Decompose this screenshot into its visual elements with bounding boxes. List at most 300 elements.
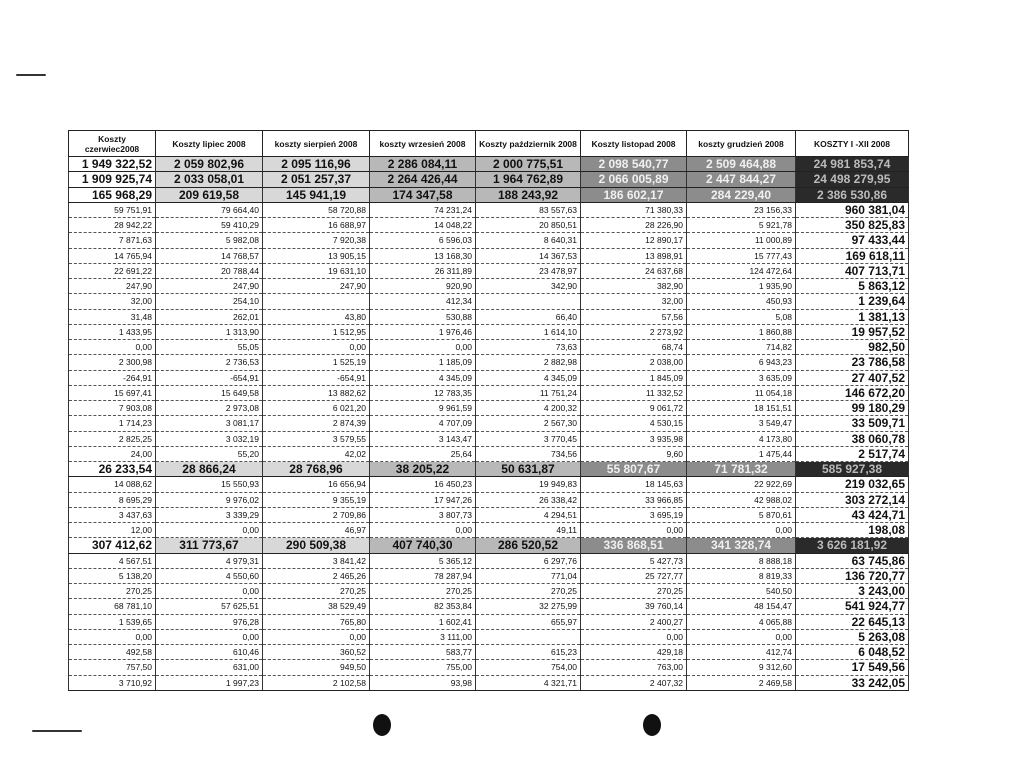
table-row-subtotal: [69, 172, 909, 187]
table-cell: 124 472,64: [687, 263, 796, 278]
table-cell: 714,82: [687, 340, 796, 355]
table-cell: 6 297,76: [476, 553, 581, 568]
table-cell: 2 400,27: [581, 614, 687, 629]
table-cell: 169 618,11: [796, 248, 909, 263]
table-cell: 4 979,31: [156, 553, 263, 568]
table-cell: 492,58: [69, 645, 156, 660]
table-row: [69, 401, 909, 416]
column-header: Koszty lipiec 2008: [156, 131, 263, 157]
table-cell: [476, 629, 581, 644]
table-cell: 2 882,98: [476, 355, 581, 370]
table-cell: 28 226,90: [581, 218, 687, 233]
table-cell: 9 312,60: [687, 660, 796, 675]
table-row: [69, 645, 909, 660]
table-cell: 949,50: [263, 660, 370, 675]
table-row: [69, 477, 909, 492]
table-cell: 23 478,97: [476, 263, 581, 278]
table-row: [69, 340, 909, 355]
table-cell: 540,50: [687, 584, 796, 599]
table-cell: 270,25: [69, 584, 156, 599]
table-cell: 14 088,62: [69, 477, 156, 492]
table-cell: 0,00: [156, 523, 263, 538]
table-cell: 342,90: [476, 279, 581, 294]
table-cell: 254,10: [156, 294, 263, 309]
table-cell: 11 332,52: [581, 385, 687, 400]
table-cell: 11 054,18: [687, 385, 796, 400]
table-cell: 198,08: [796, 523, 909, 538]
table-cell: [476, 294, 581, 309]
table-cell: 71 781,32: [687, 462, 796, 477]
table-cell: 303 272,14: [796, 492, 909, 507]
table-cell: 610,46: [156, 645, 263, 660]
table-row: [69, 370, 909, 385]
table-cell: 8 819,33: [687, 568, 796, 583]
table-cell: 50 631,87: [476, 462, 581, 477]
table-cell: 0,00: [370, 523, 476, 538]
table-row-subtotal: [69, 538, 909, 553]
column-header: koszty wrzesień 2008: [370, 131, 476, 157]
table-cell: 0,00: [687, 523, 796, 538]
table-cell: 3 111,00: [370, 629, 476, 644]
table-cell: 982,50: [796, 340, 909, 355]
table-cell: 14 367,53: [476, 248, 581, 263]
table-cell: 7 920,38: [263, 233, 370, 248]
table-cell: 42,02: [263, 446, 370, 461]
table-cell: 3 143,47: [370, 431, 476, 446]
table-cell: 412,34: [370, 294, 476, 309]
table-row-subtotal: [69, 157, 909, 172]
table-cell: 17 947,26: [370, 492, 476, 507]
table-cell: 2 825,25: [69, 431, 156, 446]
table-cell: 1 512,95: [263, 324, 370, 339]
table-row: [69, 660, 909, 675]
table-cell: 755,00: [370, 660, 476, 675]
table-cell: 5,08: [687, 309, 796, 324]
table-cell: 2 709,86: [263, 507, 370, 522]
table-cell: 2 098 540,77: [581, 157, 687, 172]
table-cell: 6 021,20: [263, 401, 370, 416]
table-cell: 15 649,58: [156, 385, 263, 400]
table-cell: 2 066 005,89: [581, 172, 687, 187]
table-cell: 270,25: [581, 584, 687, 599]
table-cell: 12 890,17: [581, 233, 687, 248]
table-cell: 754,00: [476, 660, 581, 675]
table-cell: 219 032,65: [796, 477, 909, 492]
table-cell: 23 156,33: [687, 202, 796, 217]
table-cell: 2 465,26: [263, 568, 370, 583]
table-row: [69, 614, 909, 629]
table-cell: 9 976,02: [156, 492, 263, 507]
scan-mark-top: [16, 74, 46, 76]
table-cell: 3 579,55: [263, 431, 370, 446]
table-row: [69, 568, 909, 583]
table-cell: 2 736,53: [156, 355, 263, 370]
table-cell: 407 740,30: [370, 538, 476, 553]
table-cell: 55 807,67: [581, 462, 687, 477]
table-cell: 2 567,30: [476, 416, 581, 431]
table-cell: 0,00: [581, 523, 687, 538]
table-row: [69, 523, 909, 538]
table-cell: 1 976,46: [370, 324, 476, 339]
table-cell: 2 509 464,88: [687, 157, 796, 172]
table-cell: 28 768,96: [263, 462, 370, 477]
table-cell: 9 961,59: [370, 401, 476, 416]
table-cell: 286 520,52: [476, 538, 581, 553]
table-cell: 4 567,51: [69, 553, 156, 568]
table-cell: 1 313,90: [156, 324, 263, 339]
table-cell: 46,97: [263, 523, 370, 538]
table-cell: 59 751,91: [69, 202, 156, 217]
table-cell: 2 447 844,27: [687, 172, 796, 187]
table-cell: 13 168,30: [370, 248, 476, 263]
table-cell: 341 328,74: [687, 538, 796, 553]
table-cell: 4 550,60: [156, 568, 263, 583]
table-cell: 15 777,43: [687, 248, 796, 263]
table-cell: 284 229,40: [687, 187, 796, 202]
table-cell: 13 905,15: [263, 248, 370, 263]
table-cell: 20 788,44: [156, 263, 263, 278]
table-cell: 63 745,86: [796, 553, 909, 568]
table-row: [69, 218, 909, 233]
table-cell: 270,25: [476, 584, 581, 599]
table-row: [69, 309, 909, 324]
table-cell: 186 602,17: [581, 187, 687, 202]
table-row: [69, 492, 909, 507]
table-row: [69, 431, 909, 446]
table-cell: -654,91: [263, 370, 370, 385]
table-cell: 541 924,77: [796, 599, 909, 614]
table-cell: 429,18: [581, 645, 687, 660]
table-cell: 311 773,67: [156, 538, 263, 553]
table-cell: 33 966,85: [581, 492, 687, 507]
table-cell: 20 850,51: [476, 218, 581, 233]
table-cell: 270,25: [263, 584, 370, 599]
table-cell: 12,00: [69, 523, 156, 538]
table-cell: 93,98: [370, 675, 476, 690]
table-cell: 7 871,63: [69, 233, 156, 248]
column-header: koszty grudzień 2008: [687, 131, 796, 157]
table-cell: 307 412,62: [69, 538, 156, 553]
table-cell: 27 407,52: [796, 370, 909, 385]
table-cell: 66,40: [476, 309, 581, 324]
table-cell: 82 353,84: [370, 599, 476, 614]
table-cell: 24 981 853,74: [796, 157, 909, 172]
table-cell: 146 672,20: [796, 385, 909, 400]
table-cell: 71 380,33: [581, 202, 687, 217]
table-cell: 1 860,88: [687, 324, 796, 339]
table-cell: 19 949,83: [476, 477, 581, 492]
table-cell: 31,48: [69, 309, 156, 324]
table-cell: 26 338,42: [476, 492, 581, 507]
table-cell: 3 626 181,92: [796, 538, 909, 553]
table-cell: 407 713,71: [796, 263, 909, 278]
table-row: [69, 324, 909, 339]
table-row: [69, 599, 909, 614]
table-row: [69, 385, 909, 400]
table-cell: 7 903,08: [69, 401, 156, 416]
table-cell: 1 935,90: [687, 279, 796, 294]
table-cell: 58 720,88: [263, 202, 370, 217]
table-cell: 4 345,09: [476, 370, 581, 385]
table-cell: 24 498 279,95: [796, 172, 909, 187]
table-cell: 68,74: [581, 340, 687, 355]
table-cell: 5 263,08: [796, 629, 909, 644]
table-cell: 8 888,18: [687, 553, 796, 568]
table-cell: -654,91: [156, 370, 263, 385]
table-cell: 22 645,13: [796, 614, 909, 629]
table-cell: 26 233,54: [69, 462, 156, 477]
header-row: [69, 131, 909, 157]
table-cell: 24 637,68: [581, 263, 687, 278]
table-cell: 83 557,63: [476, 202, 581, 217]
table-cell: 2 874,39: [263, 416, 370, 431]
table-row-subtotal: [69, 462, 909, 477]
table-cell: 43 424,71: [796, 507, 909, 522]
table-cell: 2 000 775,51: [476, 157, 581, 172]
table-cell: 0,00: [156, 584, 263, 599]
table-cell: 4 173,80: [687, 431, 796, 446]
table-cell: 32 275,99: [476, 599, 581, 614]
table-cell: 8 640,31: [476, 233, 581, 248]
table-cell: 14 768,57: [156, 248, 263, 263]
table-cell: 3 635,09: [687, 370, 796, 385]
table-cell: 2 059 802,96: [156, 157, 263, 172]
table-cell: 28 942,22: [69, 218, 156, 233]
table-cell: 2 386 530,86: [796, 187, 909, 202]
table-cell: 2 286 084,11: [370, 157, 476, 172]
table-cell: 38 529,49: [263, 599, 370, 614]
table-cell: 19 957,52: [796, 324, 909, 339]
table-cell: 5 365,12: [370, 553, 476, 568]
table-cell: 2 033 058,01: [156, 172, 263, 187]
table-cell: 78 287,94: [370, 568, 476, 583]
table-cell: 0,00: [263, 629, 370, 644]
table-cell: 3 770,45: [476, 431, 581, 446]
table-cell: 530,88: [370, 309, 476, 324]
table-cell: 6 048,52: [796, 645, 909, 660]
cost-table: [68, 130, 909, 691]
table-cell: 79 664,40: [156, 202, 263, 217]
table-row: [69, 279, 909, 294]
table-cell: 5 427,73: [581, 553, 687, 568]
table-cell: 3 935,98: [581, 431, 687, 446]
table-cell: 920,90: [370, 279, 476, 294]
table-cell: 734,56: [476, 446, 581, 461]
table-cell: 4 707,09: [370, 416, 476, 431]
column-header: KOSZTY I -XII 2008: [796, 131, 909, 157]
table-cell: 49,11: [476, 523, 581, 538]
table-cell: 38 060,78: [796, 431, 909, 446]
table-cell: 16 450,23: [370, 477, 476, 492]
table-cell: 55,05: [156, 340, 263, 355]
table-cell: 0,00: [687, 629, 796, 644]
table-cell: 247,90: [263, 279, 370, 294]
table-cell: 290 509,38: [263, 538, 370, 553]
table-cell: 3 710,92: [69, 675, 156, 690]
table-cell: 0,00: [69, 629, 156, 644]
column-header: Koszty październik 2008: [476, 131, 581, 157]
table-cell: 5 863,12: [796, 279, 909, 294]
table-cell: 3 081,17: [156, 416, 263, 431]
punch-hole-right: [643, 714, 661, 736]
table-cell: 270,25: [370, 584, 476, 599]
table-row: [69, 416, 909, 431]
table-cell: 2 300,98: [69, 355, 156, 370]
table-cell: 1 949 322,52: [69, 157, 156, 172]
table-cell: 1 433,95: [69, 324, 156, 339]
table-cell: 18 151,51: [687, 401, 796, 416]
table-cell: 1 997,23: [156, 675, 263, 690]
table-cell: 145 941,19: [263, 187, 370, 202]
table-row: [69, 584, 909, 599]
table-cell: 631,00: [156, 660, 263, 675]
table-cell: 1 239,64: [796, 294, 909, 309]
table-cell: 16 688,97: [263, 218, 370, 233]
table-cell: 4 321,71: [476, 675, 581, 690]
table-cell: 771,04: [476, 568, 581, 583]
table-cell: 13 898,91: [581, 248, 687, 263]
table-cell: 615,23: [476, 645, 581, 660]
table-cell: 6 596,03: [370, 233, 476, 248]
table-cell: 97 433,44: [796, 233, 909, 248]
table-cell: 59 410,29: [156, 218, 263, 233]
table-cell: 583,77: [370, 645, 476, 660]
table-cell: 57,56: [581, 309, 687, 324]
column-header: Koszty czerwiec2008: [69, 131, 156, 157]
table-cell: 18 145,63: [581, 477, 687, 492]
table-cell: 11 000,89: [687, 233, 796, 248]
table-row: [69, 248, 909, 263]
table-cell: 22 922,69: [687, 477, 796, 492]
table-cell: 39 760,14: [581, 599, 687, 614]
table-cell: 3 032,19: [156, 431, 263, 446]
table-cell: 9,60: [581, 446, 687, 461]
table-cell: 24,00: [69, 446, 156, 461]
table-cell: 4 294,51: [476, 507, 581, 522]
table-row-subtotal: [69, 187, 909, 202]
table-row: [69, 629, 909, 644]
table-cell: 4 065,88: [687, 614, 796, 629]
table-row: [69, 553, 909, 568]
table-cell: 99 180,29: [796, 401, 909, 416]
table-cell: 16 656,94: [263, 477, 370, 492]
table-cell: 9 061,72: [581, 401, 687, 416]
table-cell: 55,20: [156, 446, 263, 461]
table-cell: 32,00: [69, 294, 156, 309]
table-cell: 136 720,77: [796, 568, 909, 583]
table-row: [69, 263, 909, 278]
table-cell: 188 243,92: [476, 187, 581, 202]
table-cell: 23 786,58: [796, 355, 909, 370]
table-cell: 57 625,51: [156, 599, 263, 614]
table-cell: 11 751,24: [476, 385, 581, 400]
table-cell: 3 339,29: [156, 507, 263, 522]
table-cell: 5 138,20: [69, 568, 156, 583]
table-cell: 9 355,19: [263, 492, 370, 507]
table-body: [69, 157, 909, 691]
table-cell: 32,00: [581, 294, 687, 309]
table-cell: 2 273,92: [581, 324, 687, 339]
table-cell: 74 231,24: [370, 202, 476, 217]
table-row: [69, 294, 909, 309]
table-cell: 1 714,23: [69, 416, 156, 431]
table-row: [69, 675, 909, 690]
table-cell: 174 347,58: [370, 187, 476, 202]
table-cell: 14 765,94: [69, 248, 156, 263]
table-cell: 655,97: [476, 614, 581, 629]
punch-hole-left: [373, 714, 391, 736]
table-cell: 2 038,00: [581, 355, 687, 370]
table-cell: 73,63: [476, 340, 581, 355]
table-cell: 247,90: [69, 279, 156, 294]
table-cell: 336 868,51: [581, 538, 687, 553]
table-cell: 1 845,09: [581, 370, 687, 385]
table-cell: 3 807,73: [370, 507, 476, 522]
table-cell: 2 102,58: [263, 675, 370, 690]
table-cell: 42 988,02: [687, 492, 796, 507]
table-cell: 1 185,09: [370, 355, 476, 370]
table-row: [69, 446, 909, 461]
table-cell: 3 695,19: [581, 507, 687, 522]
table-cell: 28 866,24: [156, 462, 263, 477]
table-cell: 1 909 925,74: [69, 172, 156, 187]
table-cell: 450,93: [687, 294, 796, 309]
table-cell: 262,01: [156, 309, 263, 324]
table-cell: 1 602,41: [370, 614, 476, 629]
column-header: Koszty listopad 2008: [581, 131, 687, 157]
table-cell: 765,80: [263, 614, 370, 629]
table-cell: 412,74: [687, 645, 796, 660]
table-cell: [263, 294, 370, 309]
table-cell: 247,90: [156, 279, 263, 294]
table-cell: 2 095 116,96: [263, 157, 370, 172]
table-cell: 382,90: [581, 279, 687, 294]
table-cell: 2 264 426,44: [370, 172, 476, 187]
table-cell: 26 311,89: [370, 263, 476, 278]
table-cell: 5 982,08: [156, 233, 263, 248]
table-cell: 33 242,05: [796, 675, 909, 690]
table-cell: 13 882,62: [263, 385, 370, 400]
table-cell: 763,00: [581, 660, 687, 675]
table-cell: 68 781,10: [69, 599, 156, 614]
table-cell: 585 927,38: [796, 462, 909, 477]
table-cell: 1 381,13: [796, 309, 909, 324]
table-cell: 4 345,09: [370, 370, 476, 385]
table-cell: 48 154,47: [687, 599, 796, 614]
table-cell: 4 200,32: [476, 401, 581, 416]
table-cell: 0,00: [370, 340, 476, 355]
column-header: koszty sierpień 2008: [263, 131, 370, 157]
table-cell: 1 614,10: [476, 324, 581, 339]
table-cell: 25,64: [370, 446, 476, 461]
table-cell: 19 631,10: [263, 263, 370, 278]
table-cell: 976,28: [156, 614, 263, 629]
table-cell: 4 530,15: [581, 416, 687, 431]
table-cell: 1 539,65: [69, 614, 156, 629]
table-cell: 15 697,41: [69, 385, 156, 400]
table-cell: 1 475,44: [687, 446, 796, 461]
table-cell: 2 051 257,37: [263, 172, 370, 187]
table-cell: 209 619,58: [156, 187, 263, 202]
table-cell: 350 825,83: [796, 218, 909, 233]
table-cell: 0,00: [263, 340, 370, 355]
table-cell: 1 525,19: [263, 355, 370, 370]
table-cell: 3 549,47: [687, 416, 796, 431]
table-cell: 25 727,77: [581, 568, 687, 583]
table-cell: 33 509,71: [796, 416, 909, 431]
table-row: [69, 202, 909, 217]
table-cell: 22 691,22: [69, 263, 156, 278]
